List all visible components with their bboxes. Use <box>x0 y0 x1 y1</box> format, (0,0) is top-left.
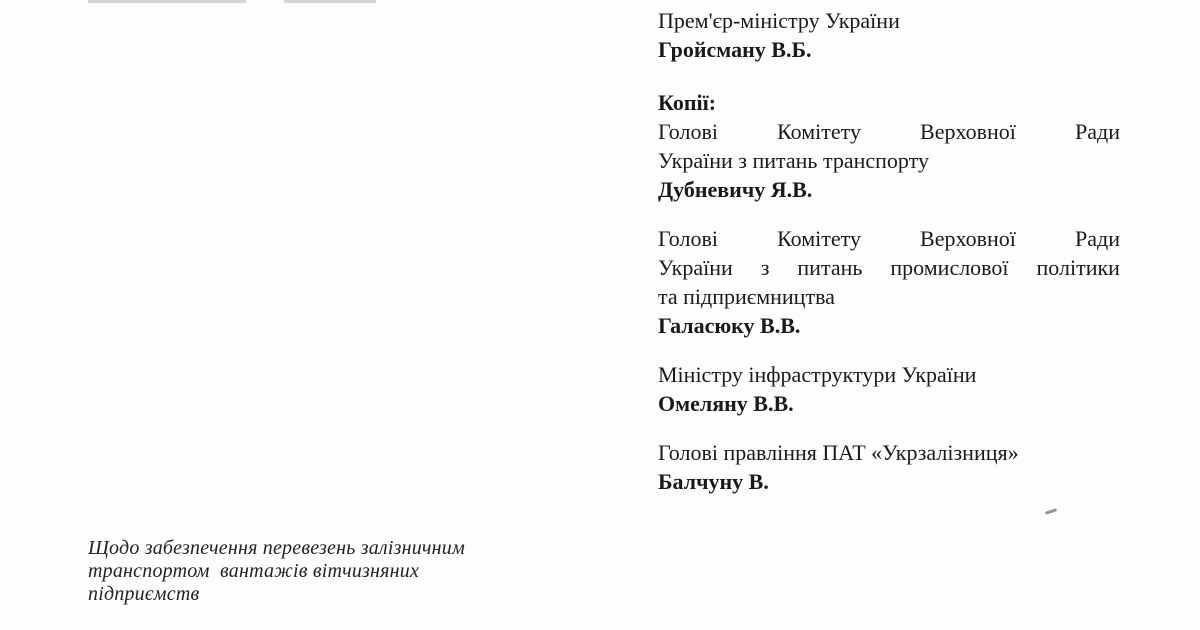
word: Голові <box>658 119 718 144</box>
ukrzaliznytsia-name: Балчуну В. <box>658 469 769 494</box>
transport-committee-title-line1 <box>658 117 1120 146</box>
ukrzaliznytsia-title: Голові правління ПАТ «Укрзалізниця» <box>658 440 1019 465</box>
subject-line-3: підприємств <box>88 583 200 605</box>
scan-artifact <box>284 0 376 3</box>
primary-addressee-name: Гройсману В.Б. <box>658 37 812 62</box>
word: промислової <box>890 255 1009 280</box>
word: Комітету <box>777 226 861 251</box>
primary-addressee-title: Прем'єр-міністру України <box>658 8 900 33</box>
industry-committee-title-line2 <box>658 253 1120 282</box>
word: Верховної <box>920 119 1016 144</box>
industry-committee-name: Галасюку В.В. <box>658 313 801 338</box>
subject-line-2: транспортом вантажів вітчизняних <box>88 560 420 582</box>
industry-committee-title-line1 <box>658 224 1120 253</box>
transport-committee-name: Дубневичу Я.В. <box>658 177 813 202</box>
minister-title: Міністру інфраструктури України <box>658 362 977 387</box>
word: України <box>658 255 733 280</box>
word: Ради <box>1075 119 1120 144</box>
word: з <box>760 255 770 280</box>
word: питань <box>797 255 863 280</box>
word: Комітету <box>777 119 861 144</box>
industry-committee-title-line3: та підприємництва <box>658 284 835 309</box>
scan-speck <box>1045 508 1057 515</box>
subject-line-1: Щодо забезпечення перевезень залізничним <box>88 537 465 559</box>
copies-label: Копії: <box>658 90 717 115</box>
word: Голові <box>658 226 718 251</box>
word: політики <box>1036 255 1120 280</box>
word: Ради <box>1075 226 1120 251</box>
addressee-block <box>658 0 1120 496</box>
minister-name: Омеляну В.В. <box>658 391 794 416</box>
word: Верховної <box>920 226 1016 251</box>
scan-artifact <box>88 0 246 3</box>
subject-line <box>88 537 608 606</box>
transport-committee-title-line2: України з питань транспорту <box>658 148 929 173</box>
